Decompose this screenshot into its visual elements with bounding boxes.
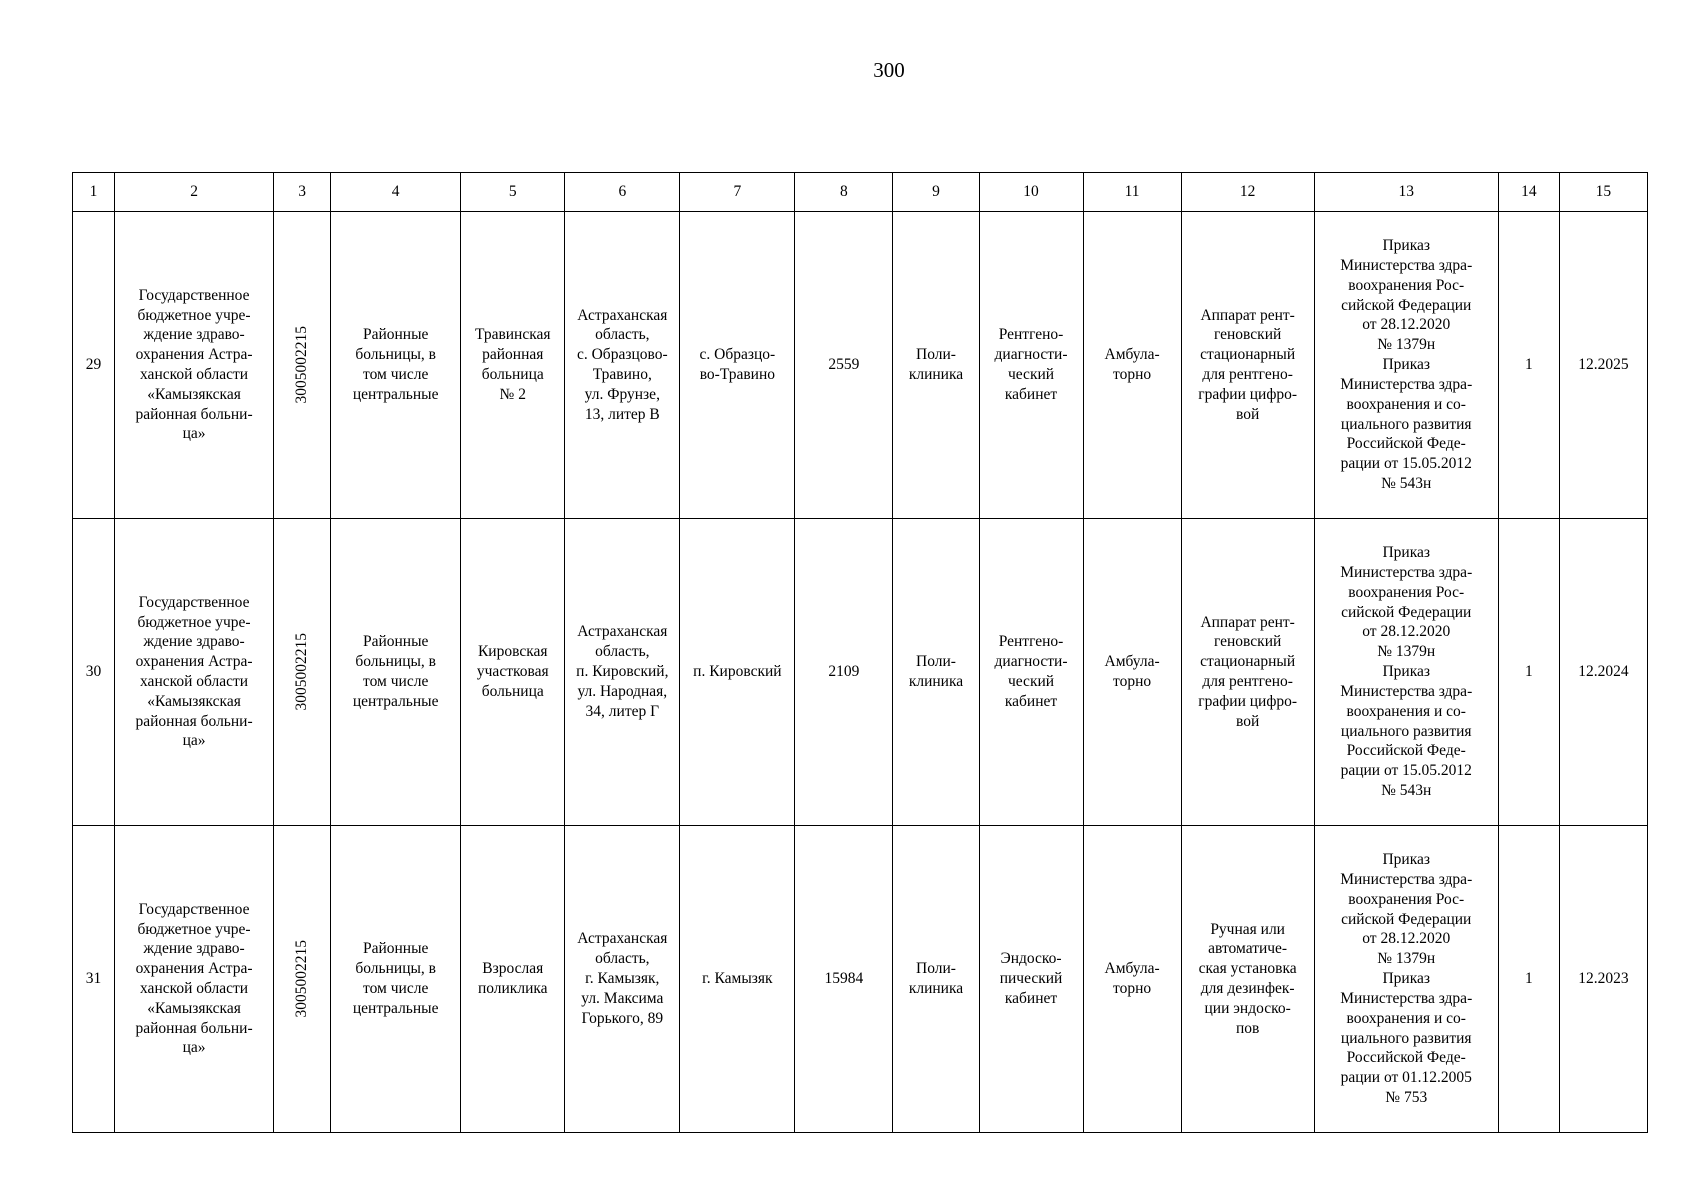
column-header-10: 10 — [979, 173, 1083, 212]
address: Астраханская область, п. Кировский, ул. Народная, 34, литер Г — [565, 519, 680, 826]
deadline: 12.2024 — [1559, 519, 1647, 826]
table-row — [73, 212, 1648, 519]
quantity: 1 — [1498, 826, 1559, 1133]
equipment-name: Ручная или автоматиче- ская установка для дезинфек- ции эндоско- пов — [1181, 826, 1314, 1133]
column-header-15: 15 — [1559, 173, 1647, 212]
settlement: п. Кировский — [680, 519, 795, 826]
population: 15984 — [795, 826, 893, 1133]
unit-type: Поли- клиника — [893, 519, 979, 826]
unit-type: Поли- клиника — [893, 826, 979, 1133]
header-row — [73, 173, 1648, 212]
table-row — [73, 519, 1648, 826]
equipment-name: Аппарат рент- геновский стационарный для рентгено- графии цифро- вой — [1181, 212, 1314, 519]
deadline: 12.2025 — [1559, 212, 1647, 519]
care-conditions: Амбула- торно — [1083, 826, 1181, 1133]
facility-type: Районные больницы, в том числе центральные — [331, 212, 461, 519]
settlement: г. Камызяк — [680, 826, 795, 1133]
inn-cell — [274, 519, 331, 826]
quantity: 1 — [1498, 212, 1559, 519]
inn-code: 3005002215 — [293, 940, 311, 1018]
column-header-3: 3 — [274, 173, 331, 212]
table-row — [73, 826, 1648, 1133]
organization-name: Государственное бюджетное учре- ждение здраво- охранения Астра- ханской области «Камызякская районная больни- ца» — [115, 519, 274, 826]
column-header-7: 7 — [680, 173, 795, 212]
population: 2559 — [795, 212, 893, 519]
subdivision-name: Травинская районная больница № 2 — [461, 212, 565, 519]
unit-type: Поли- клиника — [893, 212, 979, 519]
row-number: 29 — [73, 212, 115, 519]
inn-code: 3005002215 — [293, 326, 311, 404]
care-conditions: Амбула- торно — [1083, 212, 1181, 519]
page-number: 300 — [873, 58, 905, 82]
regulation: Приказ Министерства здра- воохранения Рос- сийской Федерации от 28.12.2020 № 1379н Приказ Министерства здра- воохранения и со- циального развития Российской Феде- рации от 01.12.2005 № 753 — [1314, 826, 1498, 1133]
organization-name: Государственное бюджетное учре- ждение здраво- охранения Астра- ханской области «Камызякская районная больни- ца» — [115, 826, 274, 1133]
facility-type: Районные больницы, в том числе центральные — [331, 826, 461, 1133]
column-header-13: 13 — [1314, 173, 1498, 212]
column-header-14: 14 — [1498, 173, 1559, 212]
quantity: 1 — [1498, 519, 1559, 826]
column-header-9: 9 — [893, 173, 979, 212]
care-conditions: Амбула- торно — [1083, 519, 1181, 826]
regulation: Приказ Министерства здра- воохранения Рос- сийской Федерации от 28.12.2020 № 1379н Приказ Министерства здра- воохранения и со- циального развития Российской Феде- рации от 15.05.2012 № 543н — [1314, 519, 1498, 826]
column-header-4: 4 — [331, 173, 461, 212]
column-header-6: 6 — [565, 173, 680, 212]
address: Астраханская область, г. Камызяк, ул. Максима Горького, 89 — [565, 826, 680, 1133]
inn-cell — [274, 212, 331, 519]
facility-type: Районные больницы, в том числе центральные — [331, 519, 461, 826]
cabinet-type: Эндоско- пический кабинет — [979, 826, 1083, 1133]
address: Астраханская область, с. Образцово- Травино, ул. Фрунзе, 13, литер В — [565, 212, 680, 519]
inn-code: 3005002215 — [293, 633, 311, 711]
deadline: 12.2023 — [1559, 826, 1647, 1133]
row-number: 30 — [73, 519, 115, 826]
settlement: с. Образцо- во-Травино — [680, 212, 795, 519]
equipment-name: Аппарат рент- геновский стационарный для рентгено- графии цифро- вой — [1181, 519, 1314, 826]
column-header-2: 2 — [115, 173, 274, 212]
population: 2109 — [795, 519, 893, 826]
organization-name: Государственное бюджетное учре- ждение здраво- охранения Астра- ханской области «Камызякская районная больни- ца» — [115, 212, 274, 519]
column-header-11: 11 — [1083, 173, 1181, 212]
column-header-8: 8 — [795, 173, 893, 212]
cabinet-type: Рентгено- диагности- ческий кабинет — [979, 519, 1083, 826]
inn-cell — [274, 826, 331, 1133]
column-header-5: 5 — [461, 173, 565, 212]
subdivision-name: Взрослая поликлика — [461, 826, 565, 1133]
regulation: Приказ Министерства здра- воохранения Рос- сийской Федерации от 28.12.2020 № 1379н Приказ Министерства здра- воохранения и со- циального развития Российской Феде- рации от 15.05.2012 № 543н — [1314, 212, 1498, 519]
equipment-registry-table — [72, 172, 1648, 1133]
column-header-12: 12 — [1181, 173, 1314, 212]
subdivision-name: Кировская участковая больница — [461, 519, 565, 826]
column-header-1: 1 — [73, 173, 115, 212]
cabinet-type: Рентгено- диагности- ческий кабинет — [979, 212, 1083, 519]
row-number: 31 — [73, 826, 115, 1133]
